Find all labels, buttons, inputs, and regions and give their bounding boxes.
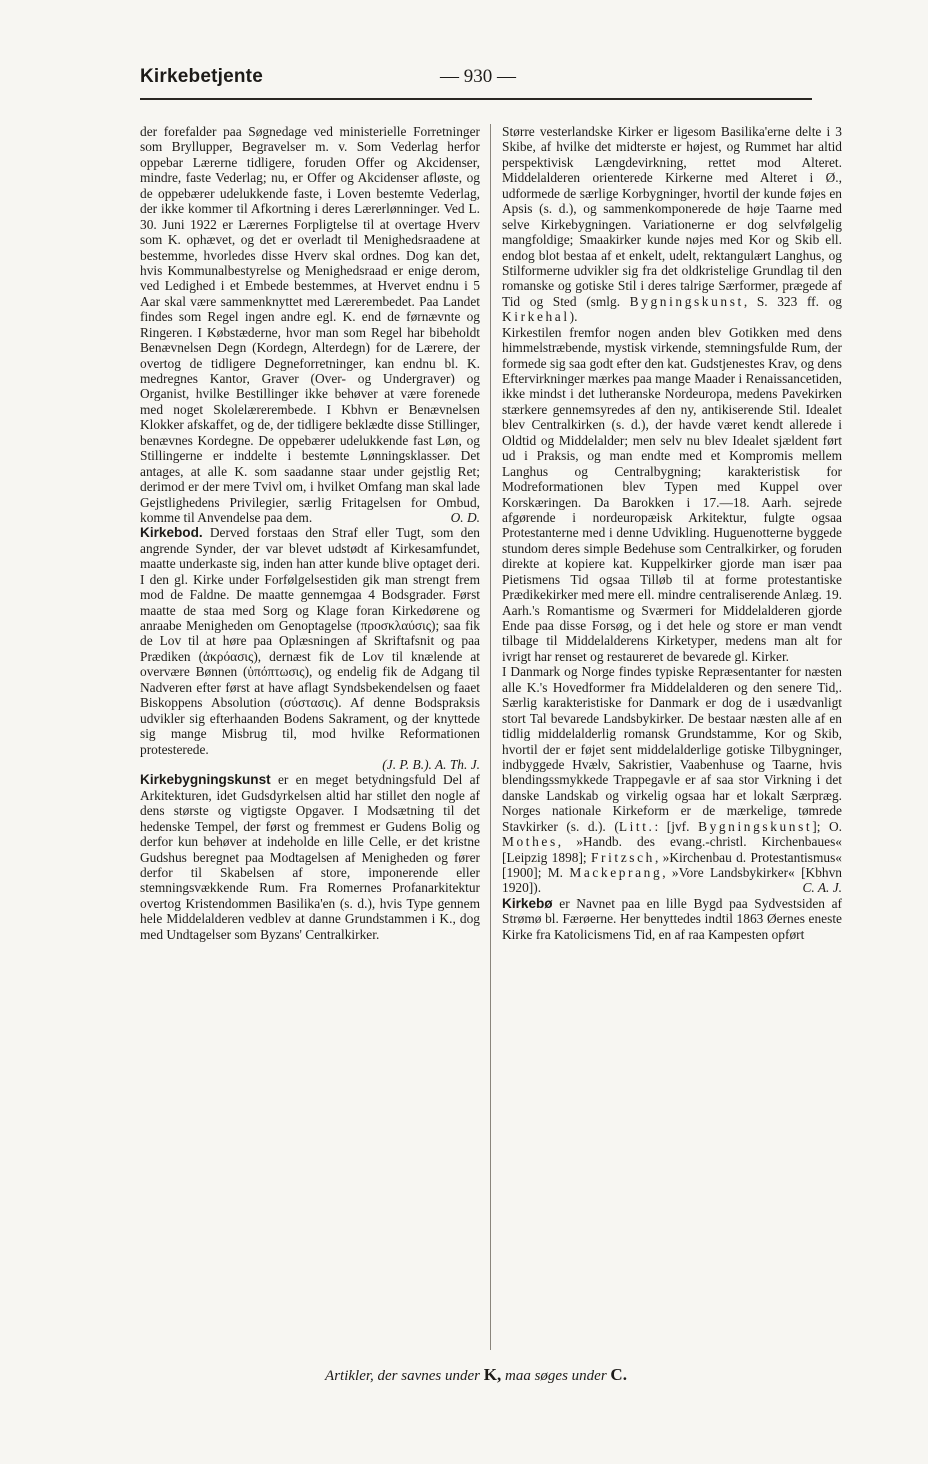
entry-kirkebygningskunst	[140, 772, 480, 942]
author-name: Mackeprang	[569, 865, 663, 880]
kirkebygningskunst-text: er en meget betydningsfuld Del af Arkitekturen, idet Gudsdyrkelsen altid har stillet den nogle af dens største og vigtigste Opgaver. I Modsætning til det hedenske Tempel, der først og fremmest er Gudens Bolig og derfor kun behøver at indeholde en lille Celle, er det kristne Gudshus beregnet paa Modtagelsen af Menigheden og fører derfor til Skabelsen af store, imponerende eller stemningsvækkende Rum. Fra Romernes Profanarkitektur overtog Kristendommen Basilika'en (s. d.), hvis Type gennem hele Middelalderen vedblev at danne Grundstammen i K., dog med Undtagelser som Byzans' Centralkirker.	[140, 772, 480, 942]
running-head-title: Kirkebetjente	[140, 66, 263, 87]
cross-reference: Bygningskunst	[629, 293, 744, 309]
paragraph-text: : [jvf.	[654, 818, 690, 834]
paragraph-text: , S. 323 ff. og	[743, 293, 842, 309]
paragraph-text: I Danmark og Norge findes typiske Repræsentanter for næsten alle K.'s Hovedformer fra Middelalderen og den senere Tid,. Særlig karakteristiske for Danmark er dog de i usædvanligt stort Tal bevarede Landsbykirker. De bestaar næsten alle af en tidlig middelalderlig romansk Grundstamme, Kor og Skib, hvortil der er føjet sent middelalderlige gotiske Tilbygninger, indbyggede Hvælv, Sakristier, Vaabenhuse og Taarne, hvis blendingssmykkede Trappegavle er af saa stor Virkning i det danske Landskab og virkelig ogsaa har et lokalt Særpræg. Norges nationale Kirkeform er de mærkelige, tømrede Stavkirker (s. d.). (	[502, 664, 842, 834]
kirkebod-text: Derved forstaas den Straf eller Tugt, som den angrende Synder, der var blevet udstødt af Kirkesamfundet, maatte underkaste sig, inden han atter kunde blive optaget deri. I den gl. Kirke under Forfølgelsestiden gik man strengt frem mod de Faldne. De maatte gennemgaa 4 Bodsgrader. Først maatte de staa med Sorg og Klage foran Kirkedørene og anraabe Menigheden om Genoptagelse (προσκλαύσις); saa fik de Lov til at høre paa Oplæsningen af Skriftafsnit og paa Prædiken (ἀκρόασις), dernæst fik de Lov til knælende at overvære Bønnen (ὑπόπτωσις), og endelig fik de Adgang til Nadveren efter først at have aflagt Syndsbekendelsen og faaet Biskoppens Absolution (σύστασις). Af denne Bodspraksis udvikler sig efterhaanden Bodens Sakrament, og der knyttede sig mange Misbrug til, mod hvilke Reformationen protesterede.	[140, 525, 480, 757]
running-header	[140, 66, 812, 100]
paragraph-text: , »Vore Landsbykirker« [Kbhvn 1920]).	[502, 865, 842, 896]
footer-letter-c: C.	[610, 1365, 627, 1384]
paragraph	[502, 664, 842, 896]
author-signature: C. A. J.	[802, 880, 842, 896]
author-signature: O. D.	[450, 509, 480, 525]
footer-letter-k: K,	[483, 1365, 502, 1384]
cross-reference: Kirkehal	[502, 309, 570, 325]
paragraph-text: ).	[569, 309, 578, 325]
right-column	[502, 124, 842, 942]
page-footer-note	[140, 1365, 812, 1385]
cross-reference: Bygningskunst	[698, 818, 813, 834]
paragraph-text: ]; O.	[812, 818, 842, 834]
footer-text: maa søges under	[505, 1368, 607, 1384]
headword-kirkebygningskunst: Kirkebygningskunst	[140, 772, 271, 788]
headword-kirkebod: Kirkebod.	[140, 525, 203, 541]
header-rule	[140, 98, 812, 100]
page-number: — 930 —	[440, 66, 516, 87]
left-column	[140, 124, 480, 942]
headword-kirkebo: Kirkebø	[502, 895, 553, 911]
paragraph	[502, 325, 842, 665]
kirkebygningskunst-continuation	[502, 124, 842, 325]
paragraph-text: , »Kirchenbau d. Protestantismus« [1900]; M.	[502, 849, 842, 880]
author-name: Fritzsch	[591, 849, 655, 865]
entry-kirkebo	[502, 896, 842, 942]
author-name: Mothes	[502, 834, 558, 850]
kirkebetjente-text: der forefalder paa Søgnedage ved ministerielle Forretninger som Bryllupper, Begravelser m. v. Som Vederlag herfor oppebar Lærerne tidligere, foruden Offer og Akcidenser, mindre, faste Vederlag; nu, er Offer og Akcidenser afløste, og de oppebærer udelukkende faste, i Loven bestemte Vederlag, der ikke kommer til Afkortning i deres Lærerlønninger. Ved L. 30. Juni 1922 er Lærernes Forpligtelse til at overtage Hverv som K. ophævet, og det er overladt til Menighedsraadene at bestemme, hvorledes disse Hverv skal ordnes. Dog kan det, hvis Kommunalbestyrelse og Menighedsraad er enige derom, ved Ledighed i et Embede bestemmes, at Hvervet endnu i 5 Aar skal være sammenknyttet med Lærerembedet. Paa Landet findes som Regel ingen andre egl. K. end de førnævnte og Ringeren. I Købstæderne, hvor man som Regel har bibeholdt Benævnelsen Degn (Kordegn, Alterdegn) for de Lærere, der overtog de tidligere Degneforretninger, kan endnu bl. K. medregnes Kantor, Graver (Over- og Undergraver) og Organist, hvilke Bestillinger ikke behøver at være forenede med noget Skolelærerembede. I Kbhvn er Benævnelsen Klokker afskaffet, og de, der tidligere beklædte disse Stillinger, benævnes Kordegne. De oppebærer udelukkende fast Løn, og Stillingerne er inddelte i bestemte Lønningsklasser. Det antages, at alle K. som saadanne staar under gejstlig Ret; derimod er der mere Tvivl om, i hvilket Omfang man skal lade Gejstlighedens Privilegier, særlig Fritagelsen for Ombud, komme til Anvendelse paa dem.	[140, 124, 480, 525]
literature-label: Litt.	[618, 818, 655, 834]
entry-kirkebod	[140, 525, 480, 757]
author-signature: (J. P. B.). A. Th. J.	[382, 756, 480, 772]
paragraph-text: Kirkestilen fremfor nogen anden blev Gotikken med dens himmelstræbende, mystisk virkende, stemningsfulde Rum, der formede sig saa godt efter den kat. Gudstjenestes Krav, og dens Eftervirkninger mærkes paa mange Maader i Renaissancetiden, ikke mindst i det lutheranske Nordeuropa, medens Pavekirken stærkere gennemsyredes af den ny, antikiserende Stil. Idealet blev Centralkirken (s. d.), der havde været kendt allerede i Oldtid og Middelalder; men selv nu blev Idealet sjældent ført ud i Praksis, og man endte med et Kompromis mellem Langhus og Centralbygning; karakteristisk for Modreformationen blev Typen med Kuppel over Korskæringen. Da Barokken i 17.—18. Aarh. sejrede afgørende i nordeuropæisk Arkitektur, fulgte ogsaa Protestanterne med i denne Udvikling. Huguenotterne byggede stundom deres simple Bedehuse som Centralkirker, og foruden direkte at kopiere kat. Kuppelkirker gjorde man især paa Pietismens Tid ogsaa Tilløb til at forme protestantiske Prædikekirker med mere ell. mindre centraliserende Anlæg. 19. Aarh.'s Romantisme og Sværmeri for Middelalderen gjorde Ende paa disse Forsøg, og i det hele og store er man vendt tilbage til Middelalderens Kirketyper, medens man alt for ivrigt har renset og restaureret de bevarede gl. Kirker.	[502, 324, 842, 664]
kirkebo-text: er Navnet paa en lille Bygd paa Sydvestsiden af Strømø bl. Færøerne. Her benyttedes indtil 1863 Øernes eneste Kirke fra Katolicismens Tid, en af raa Kampesten opført	[502, 895, 842, 942]
footer-text: Artikler, der savnes under	[325, 1368, 481, 1384]
kirkebetjente-continuation	[140, 124, 480, 525]
column-divider	[490, 124, 491, 1350]
paragraph-text: , »Handb. des evang.-christl. Kirchenbaues« [Leipzig 1898];	[502, 834, 842, 865]
paragraph-text: Større vesterlandske Kirker er ligesom Basilika'erne delte i 3 Skibe, af hvilke det midterste er højest, og Rummet har altid perspektivisk Længdevirkning, rettet mod Alteret. Middelalderen orienterede Kirkerne med Alteret i Ø., udformede de særlige Korbygninger, hvortil der kunde føjes en Apsis (s. d.), og sammenkomponerede de høje Taarne med selve Kirkebygningen. Variationerne er dog selvfølgelig mangfoldige; Smaakirker kunde nøjes med Kor og Skib ell. endog blot bestaa af et enkelt, udelt, rektangulært Langhus, og Stilformerne udvikler sig fra det oldkristelige Grundlag til den romanske og gotiske Stil i deres talrige Særformer, prægede af Tid og Sted (smlg.	[502, 124, 842, 309]
